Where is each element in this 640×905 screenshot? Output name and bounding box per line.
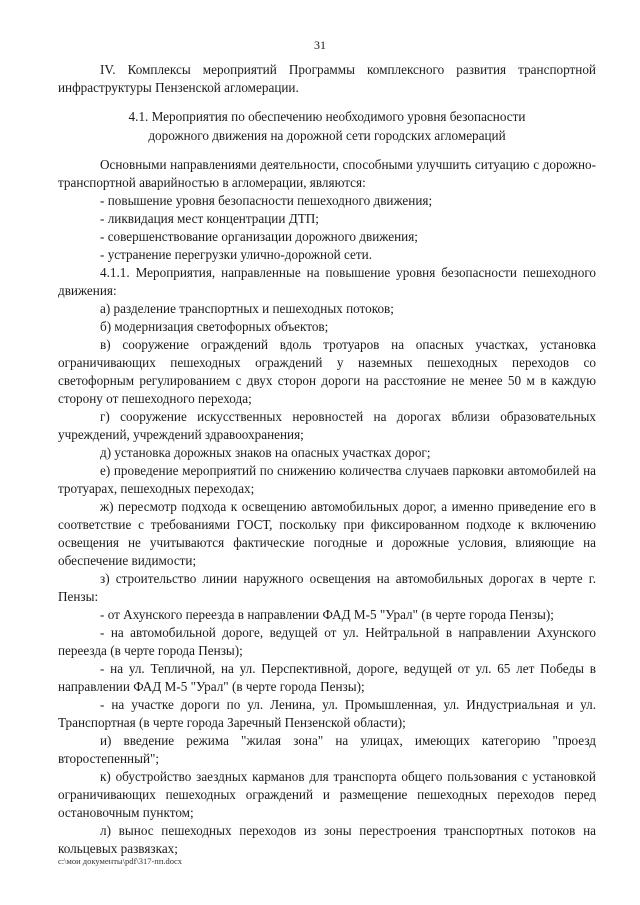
subsection-heading-line1: 4.1. Мероприятия по обеспечению необходимого уровня безопасности [128,109,526,124]
paragraph: Основными направлениями деятельности, способными улучшить ситуацию с дорожно-транспортной аварийностью в агломерации, являются: [58,157,596,190]
list-item: г) сооружение искусственных неровностей на дорогах вблизи образовательных учреждений, учреждений здравоохранения; [58,409,596,442]
page-number: 31 [314,38,326,52]
subsection-heading-line2: дорожного движения на дорожной сети городских агломераций [148,128,506,143]
list-item: - совершенствование организации дорожного движения; [100,229,418,244]
list-item: д) установка дорожных знаков на опасных участках дорог; [100,445,431,460]
list-item: - от Ахунского переезда в направлении ФАД М-5 "Урал" (в черте города Пензы); [100,607,554,622]
list-item: - повышение уровня безопасности пешеходного движения; [100,193,433,208]
footer-file-path: c:\мои документы\pdf\317-пп.docx [58,856,183,866]
list-item: - на ул. Тепличной, на ул. Перспективной, дороге, ведущей от ул. 65 лет Победы в направлении ФАД М-5 "Урал" (в черте города Пензы); [58,661,596,694]
list-item: з) строительство линии наружного освещения на автомобильных дорогах в черте г. Пензы: [58,571,596,604]
list-item: е) проведение мероприятий по снижению количества случаев парковки автомобилей на тротуарах, пешеходных переходах; [58,463,596,496]
list-item: а) разделение транспортных и пешеходных потоков; [100,301,394,316]
list-item: - на участке дороги по ул. Ленина, ул. Промышленная, ул. Индустриальная и ул. Транспортная (в черте города Заречный Пензенской области); [58,697,596,730]
list-item: - на автомобильной дороге, ведущей от ул. Нейтральной в направлении Ахунского переезда (в черте города Пензы); [58,625,596,658]
list-item: л) вынос пешеходных переходов из зоны перестроения транспортных потоков на кольцевых развязках; [58,823,596,856]
subsection-heading [58,107,596,145]
paragraph: 4.1.1. Мероприятия, направленные на повышение уровня безопасности пешеходного движения: [58,265,596,298]
list-item: в) сооружение ограждений вдоль тротуаров на опасных участках, установка ограничивающих пешеходных ограждений у наземных пешеходных переходов со светофорным регулированием с двух сторон дороги на расстояние не менее 50 м в каждую сторону от пешеходного перехода; [58,337,596,406]
section-heading: IV. Комплексы мероприятий Программы комплексного развития транспортной инфраструктуры Пензенской агломерации. [58,62,596,95]
list-item: б) модернизация светофорных объектов; [100,319,329,334]
list-item: ж) пересмотр подхода к освещению автомобильных дорог, а именно приведение его в соответствие с требованиями ГОСТ, поскольку при фиксированном подходе к включению освещения не учитываются фактические погодные и дорожные условия, влияющие на обеспечение видимости; [58,499,596,568]
list-item: - ликвидация мест концентрации ДТП; [100,211,319,226]
list-item: к) обустройство заездных карманов для транспорта общего пользования с установкой ограничивающих пешеходных ограждений и размещение пешеходных переходов перед остановочным пунктом; [58,769,596,820]
document-body [58,61,596,858]
list-item: и) введение режима "жилая зона" на улицах, имеющих категорию "проезд второстепенный"; [58,733,596,766]
list-item: - устранение перегрузки улично-дорожной сети. [100,247,373,262]
